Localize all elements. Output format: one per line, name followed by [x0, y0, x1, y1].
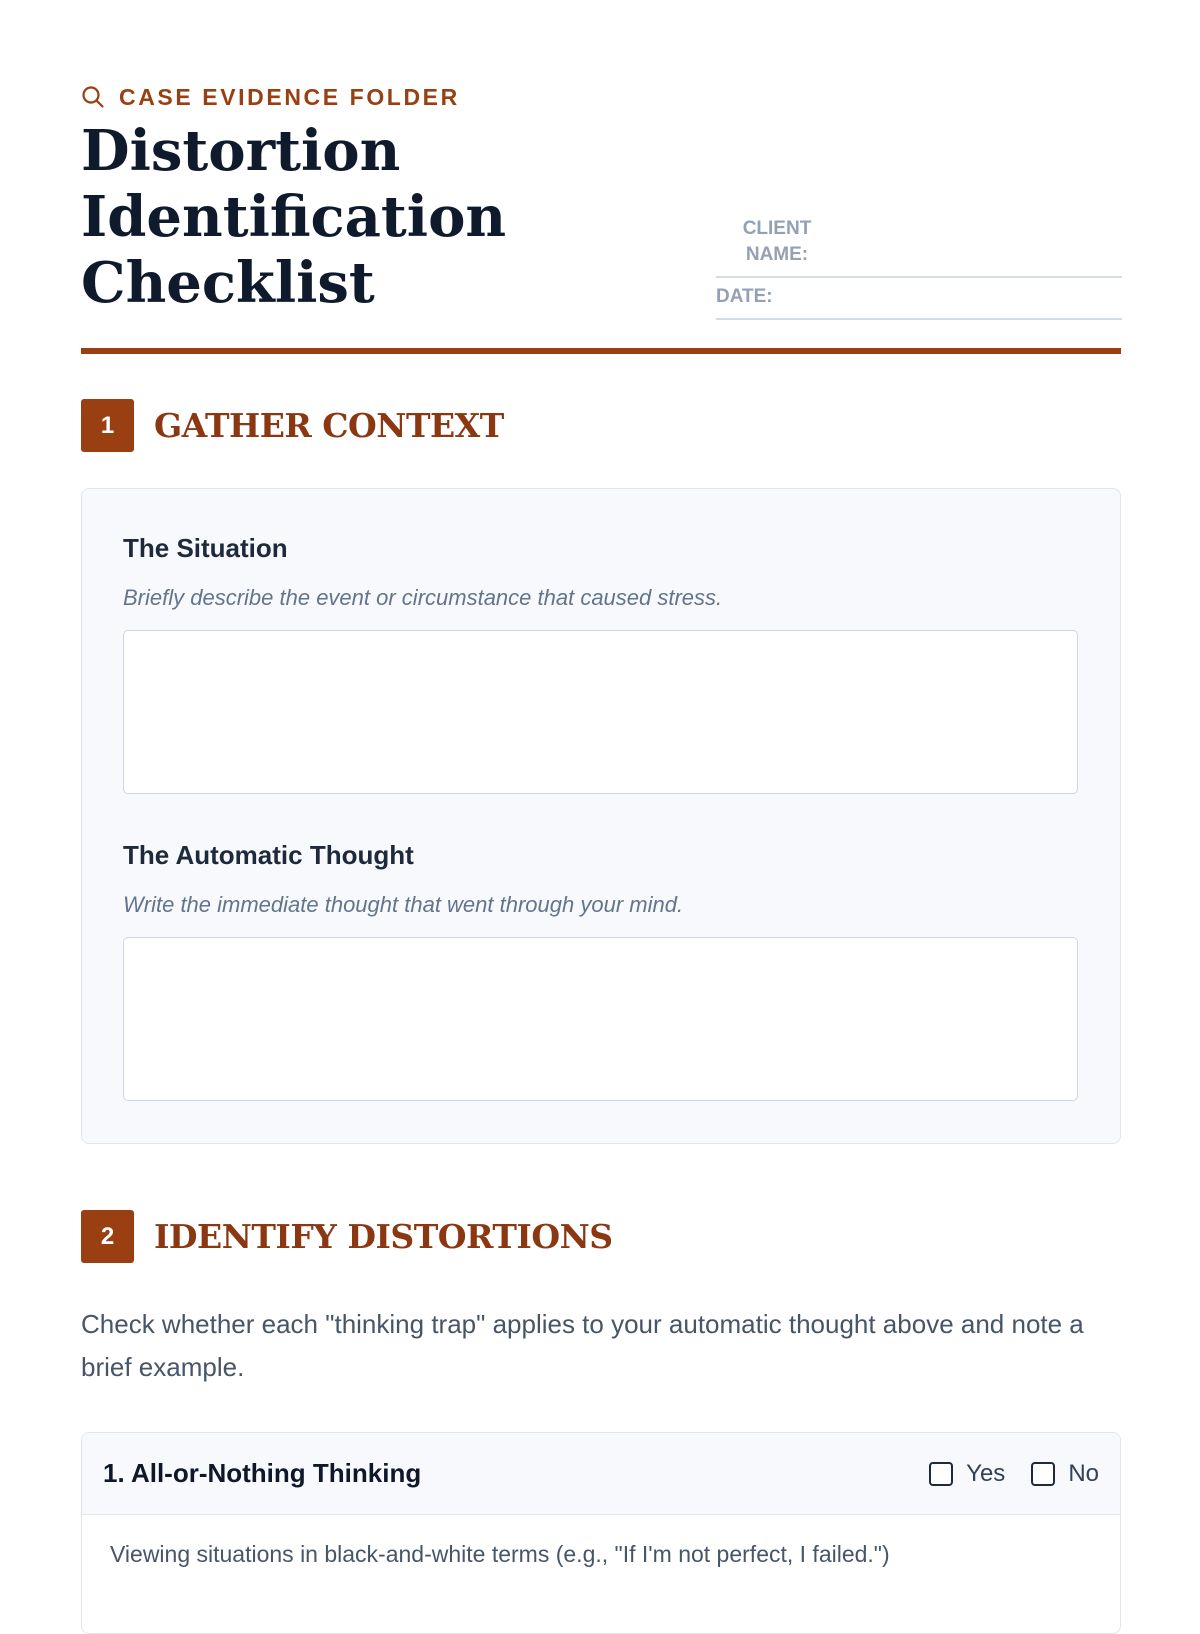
- distortion-item: [81, 1432, 1121, 1634]
- context-card: [81, 488, 1121, 1144]
- section-2-header: [81, 1210, 613, 1263]
- no-option[interactable]: [1031, 1460, 1099, 1488]
- section-number-badge: 1: [81, 399, 134, 452]
- no-checkbox[interactable]: [1031, 1462, 1055, 1486]
- distortion-choices: [929, 1460, 1099, 1488]
- section-instructions: Check whether each "thinking trap" applies to your automatic thought above and note a brief example.: [81, 1309, 1084, 1382]
- client-name-row: [716, 210, 1122, 278]
- automatic-thought-field[interactable]: [123, 937, 1078, 1101]
- automatic-thought-label: The Automatic Thought: [123, 840, 414, 870]
- distortion-title: 1. All-or-Nothing Thinking: [103, 1458, 422, 1488]
- date-row: [716, 278, 1122, 320]
- distortion-item-header: [82, 1433, 1120, 1515]
- folder-label: [81, 82, 460, 112]
- yes-label: Yes: [966, 1459, 1006, 1487]
- header-divider: [81, 348, 1121, 354]
- distortion-description: Viewing situations in black-and-white terms (e.g., "If I'm not perfect, I failed."): [110, 1541, 890, 1567]
- page-title: Distortion Identification Checklist: [81, 118, 507, 316]
- no-label: No: [1068, 1459, 1099, 1487]
- client-name-label: CLIENT NAME:: [742, 218, 812, 265]
- automatic-thought-hint: Write the immediate thought that went through your mind.: [123, 892, 684, 917]
- date-label: DATE:: [716, 286, 773, 307]
- section-title: IDENTIFY DISTORTIONS: [154, 1217, 613, 1256]
- section-1-header: [81, 399, 504, 452]
- situation-field[interactable]: [123, 630, 1078, 794]
- yes-checkbox[interactable]: [929, 1462, 953, 1486]
- situation-hint: Briefly describe the event or circumstance that caused stress.: [123, 585, 723, 610]
- situation-label: The Situation: [123, 533, 288, 563]
- folder-label-text: CASE EVIDENCE FOLDER: [119, 83, 460, 110]
- search-icon: [81, 85, 105, 109]
- yes-option[interactable]: [929, 1460, 1005, 1488]
- client-name-field[interactable]: [838, 244, 1122, 276]
- section-title: GATHER CONTEXT: [154, 406, 504, 445]
- section-number-badge: 2: [81, 1210, 134, 1263]
- date-field[interactable]: [773, 286, 1122, 318]
- client-info: [716, 210, 1122, 320]
